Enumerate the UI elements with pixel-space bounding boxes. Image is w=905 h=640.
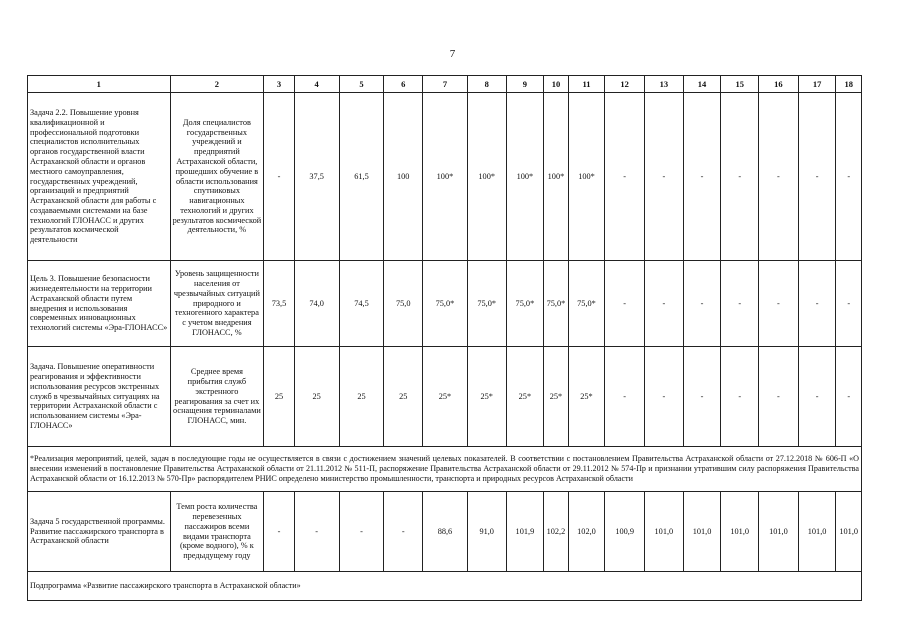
indicator-cell: Среднее время прибытия служб экстренного реагирования за счет их оснащения терминалами ГЛОНАСС, мин. xyxy=(170,347,264,447)
header-cell: 14 xyxy=(683,76,721,93)
value-cell: 75,0* xyxy=(544,261,568,347)
value-cell: - xyxy=(605,93,645,261)
value-cell: 101,9 xyxy=(506,492,544,572)
indicator-cell: Уровень защищенности населения от чрезвычайных ситуаций природного и техногенного характера с учетом внедрения ГЛОНАСС, % xyxy=(170,261,264,347)
value-cell: - xyxy=(339,492,384,572)
value-cell: - xyxy=(683,261,721,347)
value-cell: 75,0* xyxy=(568,261,605,347)
table-row xyxy=(28,492,862,572)
value-cell: 61,5 xyxy=(339,93,384,261)
value-cell: - xyxy=(759,261,799,347)
value-cell: - xyxy=(759,93,799,261)
value-cell: 25* xyxy=(544,347,568,447)
value-cell: - xyxy=(605,261,645,347)
header-cell: 10 xyxy=(544,76,568,93)
value-cell: - xyxy=(798,93,836,261)
header-cell: 8 xyxy=(467,76,506,93)
value-cell: 101,0 xyxy=(683,492,721,572)
table-row xyxy=(28,347,862,447)
value-cell: - xyxy=(645,93,684,261)
value-cell: 101,0 xyxy=(798,492,836,572)
value-cell: 88,6 xyxy=(423,492,468,572)
subprogram-row xyxy=(28,572,862,601)
value-cell: 91,0 xyxy=(467,492,506,572)
value-cell: 101,0 xyxy=(721,492,759,572)
value-cell: 101,0 xyxy=(759,492,799,572)
value-cell: - xyxy=(721,347,759,447)
value-cell: 100* xyxy=(467,93,506,261)
value-cell: 25* xyxy=(506,347,544,447)
value-cell: - xyxy=(798,261,836,347)
value-cell: 25 xyxy=(339,347,384,447)
indicator-cell: Доля специалистов государственных учреждений и предприятий Астраханской области, прошедших обучение в области использования спутниковых навигационных технологий и других результатов космической деятельности, % xyxy=(170,93,264,261)
indicators-table xyxy=(27,75,862,601)
value-cell: - xyxy=(605,347,645,447)
value-cell: 101,0 xyxy=(645,492,684,572)
value-cell: 74,5 xyxy=(339,261,384,347)
value-cell: - xyxy=(264,492,295,572)
value-cell: 25* xyxy=(423,347,468,447)
value-cell: 75,0* xyxy=(423,261,468,347)
task-cell: Задача 5 государственной программы. Развитие пассажирского транспорта в Астраханской области xyxy=(28,492,171,572)
value-cell: 25* xyxy=(467,347,506,447)
value-cell: - xyxy=(721,93,759,261)
value-cell: 25 xyxy=(384,347,423,447)
table-row xyxy=(28,93,862,261)
header-cell: 13 xyxy=(645,76,684,93)
value-cell: 74,0 xyxy=(294,261,339,347)
value-cell: 100* xyxy=(506,93,544,261)
header-cell: 18 xyxy=(836,76,862,93)
value-cell: 100* xyxy=(544,93,568,261)
value-cell: - xyxy=(721,261,759,347)
header-cell: 17 xyxy=(798,76,836,93)
value-cell: - xyxy=(645,261,684,347)
task-cell: Задача. Повышение оперативности реагирования и эффективности использования ресурсов экстренных служб в чрезвычайных ситуациях на территории Астраханской области с использованием системы «Эра-ГЛОНАСС» xyxy=(28,347,171,447)
header-cell: 9 xyxy=(506,76,544,93)
header-cell: 12 xyxy=(605,76,645,93)
value-cell: 75,0* xyxy=(506,261,544,347)
header-cell: 11 xyxy=(568,76,605,93)
header-cell: 4 xyxy=(294,76,339,93)
value-cell: 102,2 xyxy=(544,492,568,572)
footnote-row xyxy=(28,447,862,492)
value-cell: 25 xyxy=(264,347,295,447)
value-cell: - xyxy=(759,347,799,447)
value-cell: - xyxy=(384,492,423,572)
value-cell: - xyxy=(836,347,862,447)
value-cell: 37,5 xyxy=(294,93,339,261)
task-cell: Задача 2.2. Повышение уровня квалификационной и профессиональной подготовки специалистов исполнительных органов государственной власти Астраханской области и органов местного самоуправления, государственных учреждений, организаций и предприятий Астраханской области для работы с создаваемыми системами на базе технологий ГЛОНАСС и других результатов космической деятельности xyxy=(28,93,171,261)
subprogram-title: Подпрограмма «Развитие пассажирского транспорта в Астраханской области» xyxy=(28,572,862,601)
value-cell: - xyxy=(836,93,862,261)
value-cell: - xyxy=(836,261,862,347)
value-cell: 102,0 xyxy=(568,492,605,572)
value-cell: 75,0* xyxy=(467,261,506,347)
value-cell: 100* xyxy=(423,93,468,261)
value-cell: 100,9 xyxy=(605,492,645,572)
value-cell: - xyxy=(645,347,684,447)
value-cell: 100 xyxy=(384,93,423,261)
header-cell: 5 xyxy=(339,76,384,93)
value-cell: - xyxy=(683,347,721,447)
value-cell: 100* xyxy=(568,93,605,261)
value-cell: - xyxy=(683,93,721,261)
header-cell: 3 xyxy=(264,76,295,93)
value-cell: 75,0 xyxy=(384,261,423,347)
header-cell: 1 xyxy=(28,76,171,93)
value-cell: 25 xyxy=(294,347,339,447)
footnote: *Реализация мероприятий, целей, задач в последующие годы не осуществляется в связи с достижением значений целевых показателей. В соответствии с постановлением Правительства Астраханской области от 27.12.2018 № 606-П «О внесении изменений в постановление Правительства Астраханской области от 21.11.2012 № 511-П, распоряжение Правительства Астраханской области от 29.11.2012 № 574-Пр и признании утратившим силу распоряжения Правительства Астраханской области от 16.12.2013 № 570-Пр» распорядителем РНИС определено министерство промышленности, транспорта и природных ресурсов Астраханской области xyxy=(28,447,862,492)
indicator-cell: Темп роста количества перевезенных пассажиров всеми видами транспорта (кроме водного), % к предыдущему году xyxy=(170,492,264,572)
value-cell: - xyxy=(294,492,339,572)
value-cell: 73,5 xyxy=(264,261,295,347)
value-cell: - xyxy=(264,93,295,261)
header-row xyxy=(28,76,862,93)
page-number: 7 xyxy=(449,48,456,60)
header-cell: 7 xyxy=(423,76,468,93)
header-cell: 16 xyxy=(759,76,799,93)
header-cell: 6 xyxy=(384,76,423,93)
table-row xyxy=(28,261,862,347)
task-cell: Цель 3. Повышение безопасности жизнедеятельности на территории Астраханской области путем внедрения и использования современных инновационных технологий системы «Эра-ГЛОНАСС» xyxy=(28,261,171,347)
value-cell: 25* xyxy=(568,347,605,447)
header-cell: 15 xyxy=(721,76,759,93)
header-cell: 2 xyxy=(170,76,264,93)
value-cell: 101,0 xyxy=(836,492,862,572)
value-cell: - xyxy=(798,347,836,447)
